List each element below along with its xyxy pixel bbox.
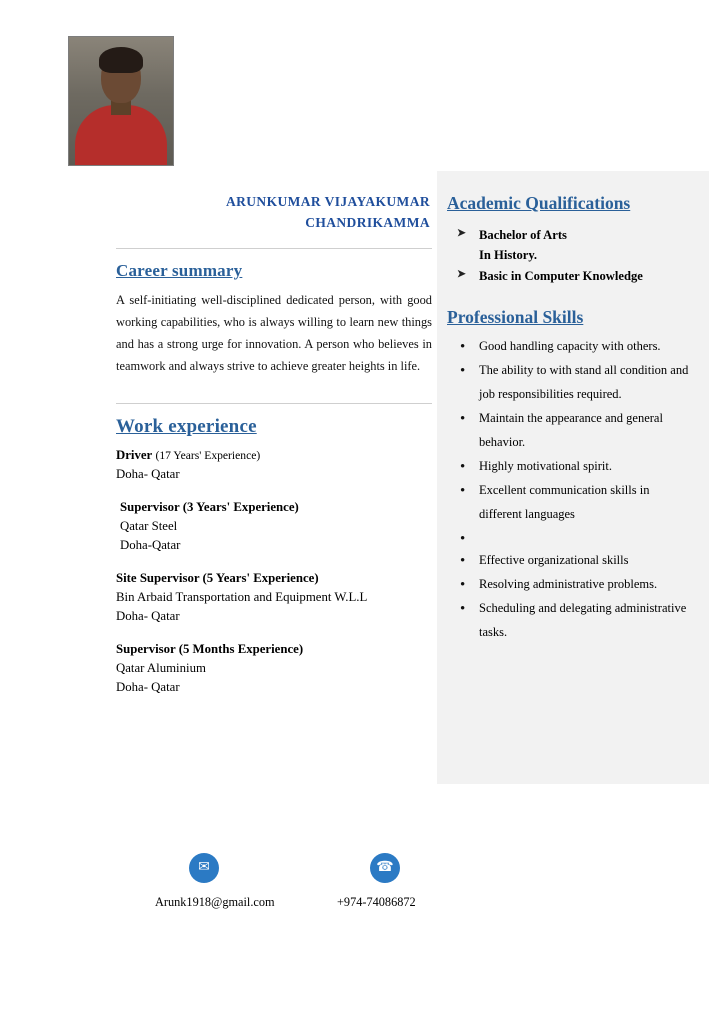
academic-list bbox=[451, 226, 691, 287]
job-company: Bin Arbaid Transportation and Equipment W.L.L bbox=[116, 589, 368, 604]
academic-degree: Bachelor of Arts bbox=[479, 228, 567, 242]
academic-degree: Basic in Computer Knowledge bbox=[479, 269, 643, 284]
list-item bbox=[451, 226, 691, 265]
job-title: Driver bbox=[116, 448, 153, 463]
list-item: • Highly motivational spirit. bbox=[451, 454, 691, 478]
photo-hair bbox=[99, 47, 143, 73]
job-company: Qatar Aluminium bbox=[116, 660, 206, 675]
professional-skills-heading: Professional Skills bbox=[447, 306, 584, 327]
job-entry bbox=[116, 640, 432, 697]
list-item: • Resolving administrative problems. bbox=[451, 572, 691, 596]
job-entry bbox=[116, 446, 432, 484]
list-item: • Scheduling and delegating administrative tasks. bbox=[451, 596, 691, 644]
phone-icon[interactable]: ☎ bbox=[370, 853, 400, 883]
list-item: • Good handling capacity with others. bbox=[451, 334, 691, 358]
contact-icons bbox=[0, 845, 724, 885]
profile-photo bbox=[68, 36, 174, 166]
job-title: Site Supervisor (5 Years' Experience) bbox=[116, 570, 319, 585]
job-company: Qatar Steel bbox=[120, 518, 178, 533]
list-item: • Effective organizational skills bbox=[451, 548, 691, 572]
job-years: (17 Years' Experience) bbox=[155, 449, 261, 463]
academic-field: In History. bbox=[479, 247, 538, 262]
right-panel bbox=[437, 171, 709, 784]
list-item bbox=[451, 526, 691, 548]
job-location: Doha- Qatar bbox=[116, 467, 180, 482]
list-item: • Maintain the appearance and general behavior. bbox=[451, 406, 691, 454]
candidate-name-line2: CHANDRIKAMMA bbox=[305, 214, 430, 230]
list-item: • The ability to with stand all condition and job responsibilities required. bbox=[451, 358, 691, 406]
job-title: Supervisor (3 Years' Experience) bbox=[120, 500, 299, 515]
academic-qualifications-heading: Academic Qualifications bbox=[447, 193, 631, 213]
contact-footer bbox=[0, 845, 724, 917]
list-item bbox=[451, 267, 691, 287]
email-address[interactable]: Arunk1918@gmail.com bbox=[155, 895, 275, 909]
list-item: • Excellent communication skills in different languages bbox=[451, 478, 691, 526]
left-panel bbox=[116, 192, 432, 710]
candidate-name bbox=[116, 192, 432, 234]
job-entry bbox=[116, 498, 432, 555]
contact-details bbox=[0, 895, 724, 917]
phone-number[interactable]: +974-74086872 bbox=[337, 895, 416, 909]
envelope-icon[interactable]: ✉ bbox=[189, 853, 219, 883]
work-experience-list bbox=[116, 446, 432, 696]
career-summary-heading: Career summary bbox=[116, 260, 243, 280]
career-summary-text: A self-initiating well-disciplined dedicated person, with good working capabilities, who is always willing to learn new things and has a strong urge for innovation. A person who believes in teamwork and always strive to achieve greater heights in life. bbox=[116, 292, 432, 374]
work-experience-heading: Work experience bbox=[116, 416, 257, 438]
job-location: Doha-Qatar bbox=[120, 537, 181, 552]
job-location: Doha- Qatar bbox=[116, 679, 180, 694]
job-entry bbox=[116, 569, 432, 626]
skills-list bbox=[451, 334, 691, 644]
divider bbox=[116, 403, 432, 404]
divider bbox=[116, 248, 432, 249]
job-title: Supervisor (5 Months Experience) bbox=[116, 641, 304, 656]
job-location: Doha- Qatar bbox=[116, 608, 180, 623]
candidate-name-line1: ARUNKUMAR VIJAYAKUMAR bbox=[225, 194, 430, 209]
